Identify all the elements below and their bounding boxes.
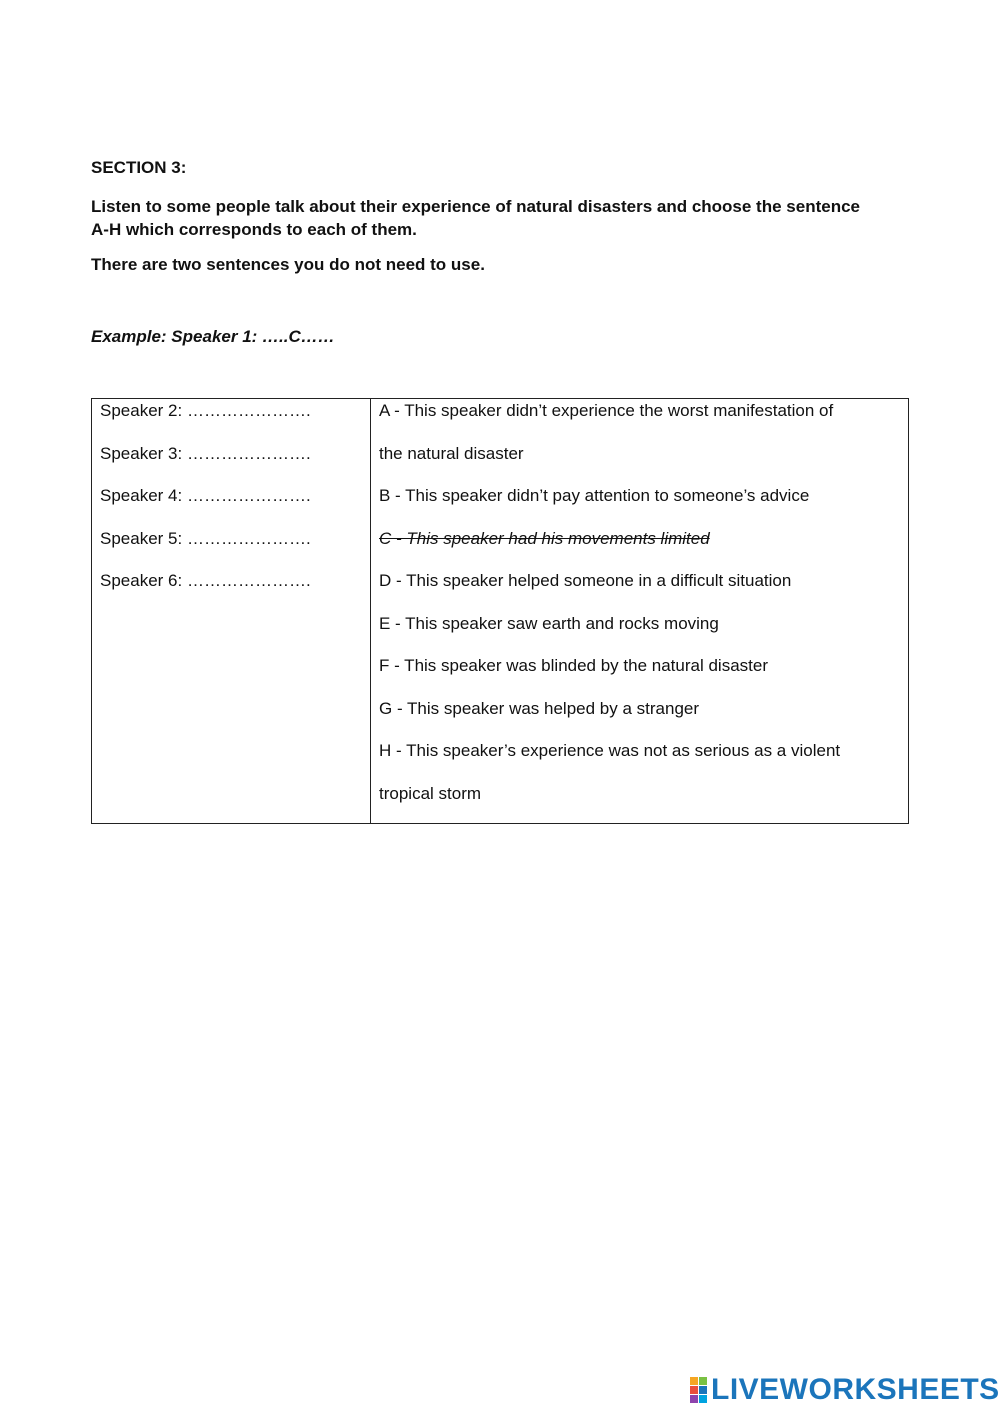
- logo-block: [699, 1395, 707, 1403]
- logo-block: [690, 1377, 698, 1385]
- sentence-e: E - This speaker saw earth and rocks moving: [379, 613, 719, 633]
- note-text: There are two sentences you do not need to use.: [91, 255, 485, 274]
- answer-table: [91, 398, 909, 824]
- speaker-answer-line[interactable]: Speaker 3: ………………….: [100, 443, 311, 463]
- liveworksheets-logo-icon: [690, 1377, 707, 1403]
- logo-block: [690, 1395, 698, 1403]
- sentences-column: [371, 399, 908, 823]
- sentence-c-struck: C - This speaker had his movements limited: [379, 528, 710, 548]
- sentence-h-line-1: H - This speaker’s experience was not as serious as a violent: [379, 741, 841, 760]
- sentence-g: G - This speaker was helped by a stranger: [379, 698, 700, 718]
- sentence-d: D - This speaker helped someone in a difficult situation: [379, 571, 792, 590]
- logo-block: [699, 1386, 707, 1394]
- logo-text: LIVEWORKSHEETS: [711, 1373, 1000, 1406]
- speaker-answer-line[interactable]: Speaker 2: ………………….: [100, 401, 311, 420]
- logo-block: [690, 1386, 698, 1394]
- example-answer: Example: Speaker 1: …..C……: [91, 327, 335, 346]
- sentence-b: B - This speaker didn’t pay attention to someone’s advice: [379, 486, 810, 505]
- sentence-a-line-1: A - This speaker didn’t experience the worst manifestation of: [379, 401, 834, 420]
- sentence-h-line-2: tropical storm: [379, 783, 482, 803]
- speaker-answer-line[interactable]: Speaker 4: ………………….: [100, 486, 311, 505]
- sentence-f: F - This speaker was blinded by the natural disaster: [379, 656, 768, 675]
- logo-block: [699, 1377, 707, 1385]
- liveworksheets-logo: [690, 1372, 1000, 1408]
- speaker-answer-line[interactable]: Speaker 5: ………………….: [100, 528, 311, 548]
- speakers-column: [92, 399, 371, 823]
- sentence-a-line-2: the natural disaster: [379, 443, 524, 463]
- section-title: SECTION 3:: [91, 158, 187, 177]
- speaker-answer-line[interactable]: Speaker 6: ………………….: [100, 571, 311, 590]
- instruction-text: Listen to some people talk about their experience of natural disasters and choose the sentence A-H which corresponds to each of them.: [91, 197, 860, 239]
